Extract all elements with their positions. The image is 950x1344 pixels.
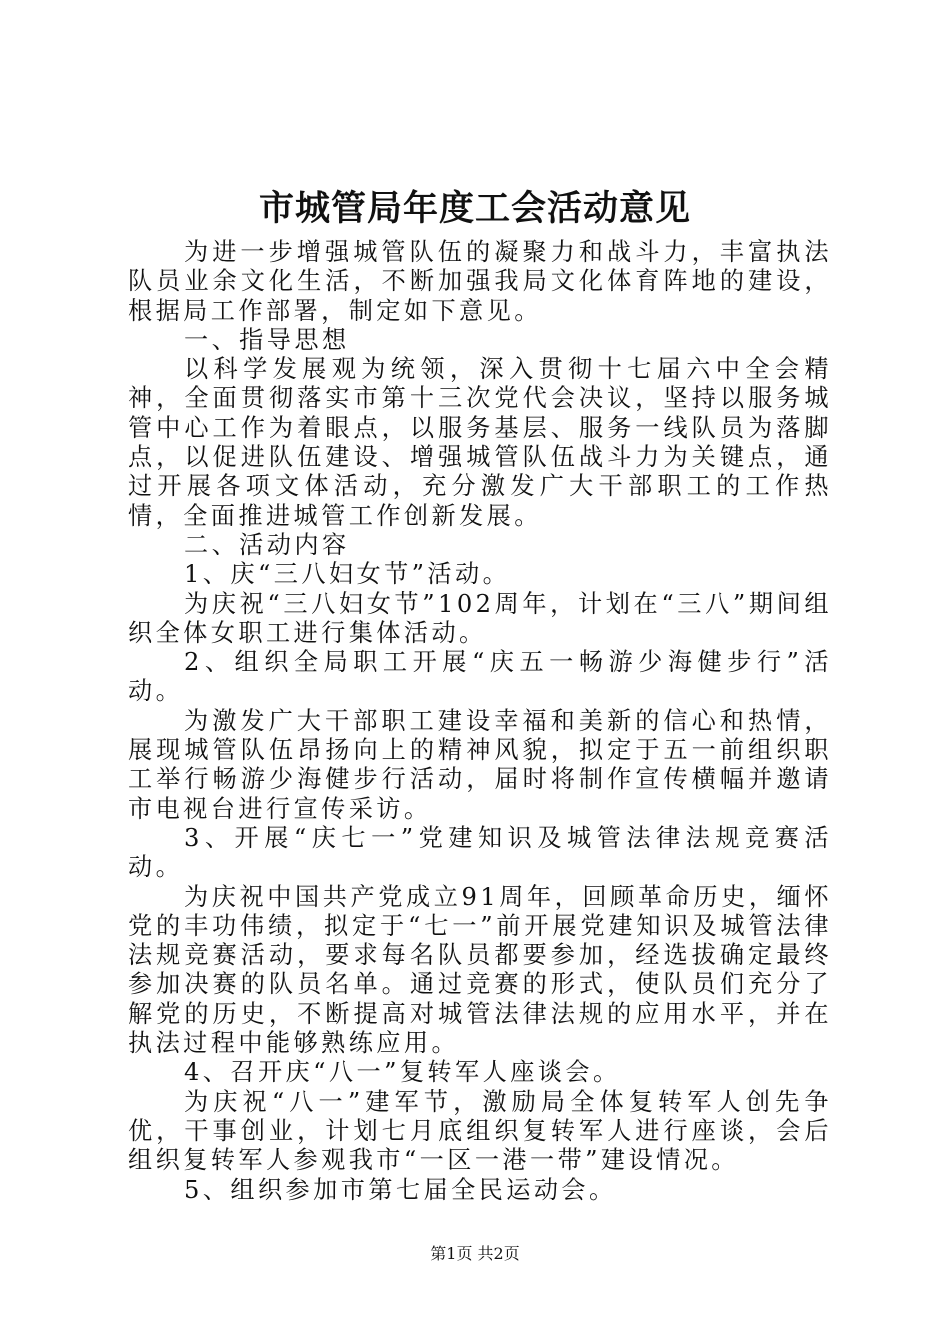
activity-1-heading: 1、庆“三八妇女节”活动。 — [184, 560, 511, 589]
document-body — [128, 238, 832, 1205]
activity-2-heading: 2、组织全局职工开展“庆五一畅游少海健步行”活动。 — [128, 648, 832, 706]
activity-2-paragraph: 为激发广大干部职工建设幸福和美新的信心和热情，展现城管队伍昂扬向上的精神风貌，拟定于五一前组织职工举行畅游少海健步行活动，届时将制作宣传横幅并邀请市电视台进行宣传采访。 — [128, 706, 832, 823]
activity-1-paragraph: 为庆祝“三八妇女节”102周年，计划在“三八”期间组织全体女职工进行集体活动。 — [128, 589, 832, 647]
activity-4-paragraph: 为庆祝“八一”建军节，激励局全体复转军人创先争优，干事创业，计划七月底组织复转军人进行座谈，会后组织复转军人参观我市“一区一港一带”建设情况。 — [128, 1087, 832, 1175]
paragraph-intro: 为进一步增强城管队伍的凝聚力和战斗力，丰富执法队员业余文化生活，不断加强我局文化体育阵地的建设，根据局工作部署，制定如下意见。 — [128, 238, 832, 325]
activity-3-heading: 3、开展“庆七一”党建知识及城管法律法规竞赛活动。 — [128, 823, 832, 882]
paragraph-guiding-ideology: 以科学发展观为统领，深入贯彻十七届六中全会精神，全面贯彻落实市第十三次党代会决议，坚持以服务城管中心工作为着眼点，以服务基层、服务一线队员为落脚点，以促进队伍建设、增强城管队伍战斗力为关键点，通过开展各项文体活动，充分激发广大干部职工的工作热情，全面推进城管工作创新发展。 — [128, 355, 832, 530]
activity-5-heading: 5、组织参加市第七届全民运动会。 — [184, 1175, 617, 1204]
activity-4-heading: 4、召开庆“八一”复转军人座谈会。 — [184, 1058, 621, 1087]
activity-3-paragraph: 为庆祝中国共产党成立91周年，回顾革命历史，缅怀党的丰功伟绩，拟定于“七一”前开展党建知识及城管法律法规竞赛活动，要求每名队员都要参加，经选拔确定最终参加决赛的队员名单。通过竞赛的形式，使队员们充分了解党的历史，不断提高对城管法律法规的应用水平，并在执法过程中能够熟练应用。 — [128, 882, 832, 1058]
document-title: 市城管局年度工会活动意见 — [258, 188, 691, 229]
section-heading-guiding-ideology: 一、指导思想 — [184, 325, 350, 354]
page-footer: 第1页 共2页 — [430, 1244, 520, 1263]
section-heading-activity-content: 二、活动内容 — [184, 530, 350, 559]
